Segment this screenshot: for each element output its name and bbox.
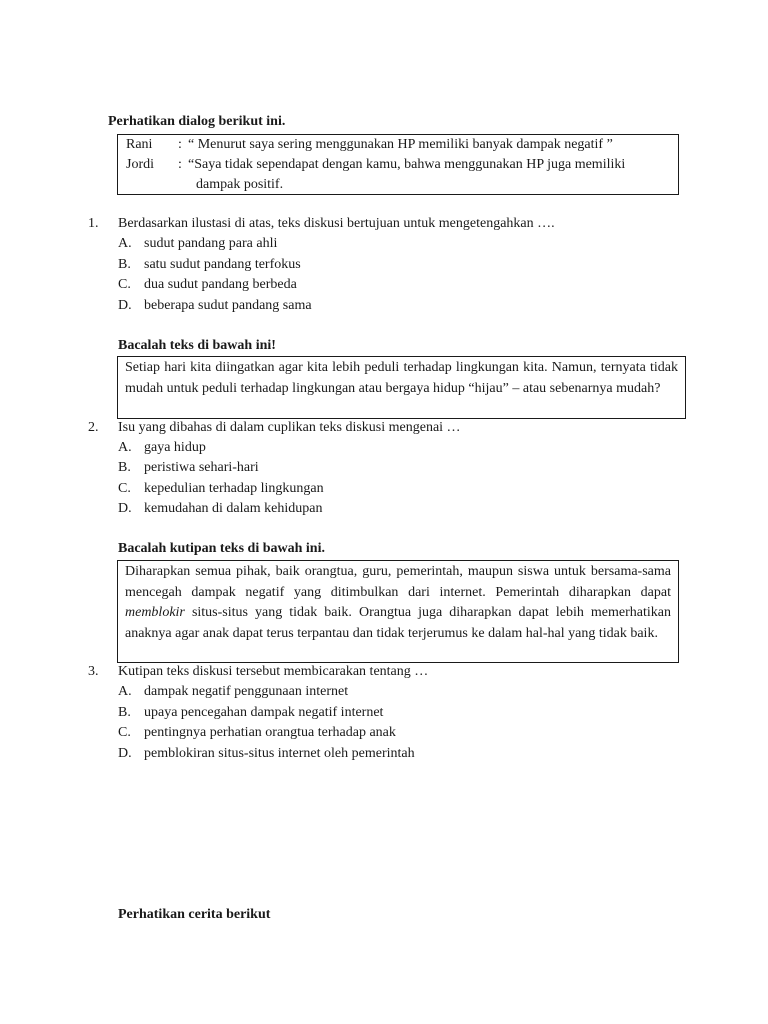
excerpt-heading: Bacalah kutipan teks di bawah ini. xyxy=(118,541,325,556)
option-letter: B. xyxy=(118,257,131,272)
option-letter: D. xyxy=(118,298,132,313)
speaker-text: “ Menurut saya sering menggunakan HP memiliki banyak dampak negatif ” xyxy=(188,137,613,152)
excerpt-text-start: Diharapkan semua pihak, baik orangtua, guru, pemerintah, maupun siswa untuk bersama-sama mencegah dampak negatif yang ditimbulkan dari internet. Pemerintah diharapkan dapat xyxy=(125,564,671,600)
excerpt-italic-word: memblokir xyxy=(125,605,185,620)
speaker-colon: : xyxy=(178,137,182,152)
question-text: Berdasarkan ilustasi di atas, teks diskusi bertujuan untuk mengetengahkan …. xyxy=(118,216,555,231)
option-letter: A. xyxy=(118,440,132,455)
excerpt-box xyxy=(117,560,679,663)
option-text: satu sudut pandang terfokus xyxy=(144,257,301,272)
story-heading: Perhatikan cerita berikut xyxy=(118,907,271,922)
option-text: pemblokiran situs-situs internet oleh pemerintah xyxy=(144,746,415,761)
excerpt-text-end: situs-situs yang tidak baik. Orangtua juga diharapkan dapat lebih memerhatikan anaknya agar anak dapat terus terpantau dan tidak terjerumus ke dalam hal-hal yang tidak baik. xyxy=(125,605,671,641)
option-letter: A. xyxy=(118,684,132,699)
option-text: kemudahan di dalam kehidupan xyxy=(144,501,323,516)
option-text: peristiwa sehari-hari xyxy=(144,460,259,475)
question-text: Isu yang dibahas di dalam cuplikan teks diskusi mengenai … xyxy=(118,420,461,435)
speaker-text: “Saya tidak sependapat dengan kamu, bahwa menggunakan HP juga memiliki xyxy=(188,157,626,172)
option-text: beberapa sudut pandang sama xyxy=(144,298,312,313)
option-letter: C. xyxy=(118,277,131,292)
option-text: dua sudut pandang berbeda xyxy=(144,277,297,292)
speaker-name: Jordi xyxy=(126,157,154,172)
option-text: dampak negatif penggunaan internet xyxy=(144,684,349,699)
option-text: gaya hidup xyxy=(144,440,206,455)
question-number: 2. xyxy=(88,420,99,435)
passage-box xyxy=(117,356,686,419)
excerpt-text xyxy=(125,562,671,644)
speaker-text-cont: dampak positif. xyxy=(196,177,284,192)
option-letter: B. xyxy=(118,460,131,475)
option-letter: C. xyxy=(118,725,131,740)
question-text: Kutipan teks diskusi tersebut membicarakan tentang … xyxy=(118,664,429,679)
option-text: kepedulian terhadap lingkungan xyxy=(144,481,324,496)
dialog-heading: Perhatikan dialog berikut ini. xyxy=(108,114,286,129)
speaker-name: Rani xyxy=(126,137,153,152)
question-number: 1. xyxy=(88,216,99,231)
question-number: 3. xyxy=(88,664,99,679)
option-letter: B. xyxy=(118,705,131,720)
speaker-colon: : xyxy=(178,157,182,172)
option-letter: D. xyxy=(118,501,132,516)
passage-heading: Bacalah teks di bawah ini! xyxy=(118,338,276,353)
option-text: upaya pencegahan dampak negatif internet xyxy=(144,705,384,720)
option-letter: D. xyxy=(118,746,132,761)
option-letter: C. xyxy=(118,481,131,496)
option-text: sudut pandang para ahli xyxy=(144,236,278,251)
dialog-box xyxy=(117,134,679,195)
passage-text: Setiap hari kita diingatkan agar kita lebih peduli terhadap lingkungan kita. Namun, ternyata tidak mudah untuk peduli terhadap lingkungan atau bergaya hidup “hijau” – atau sebenarnya mudah? xyxy=(125,360,678,396)
option-letter: A. xyxy=(118,236,132,251)
option-text: pentingnya perhatian orangtua terhadap anak xyxy=(144,725,396,740)
